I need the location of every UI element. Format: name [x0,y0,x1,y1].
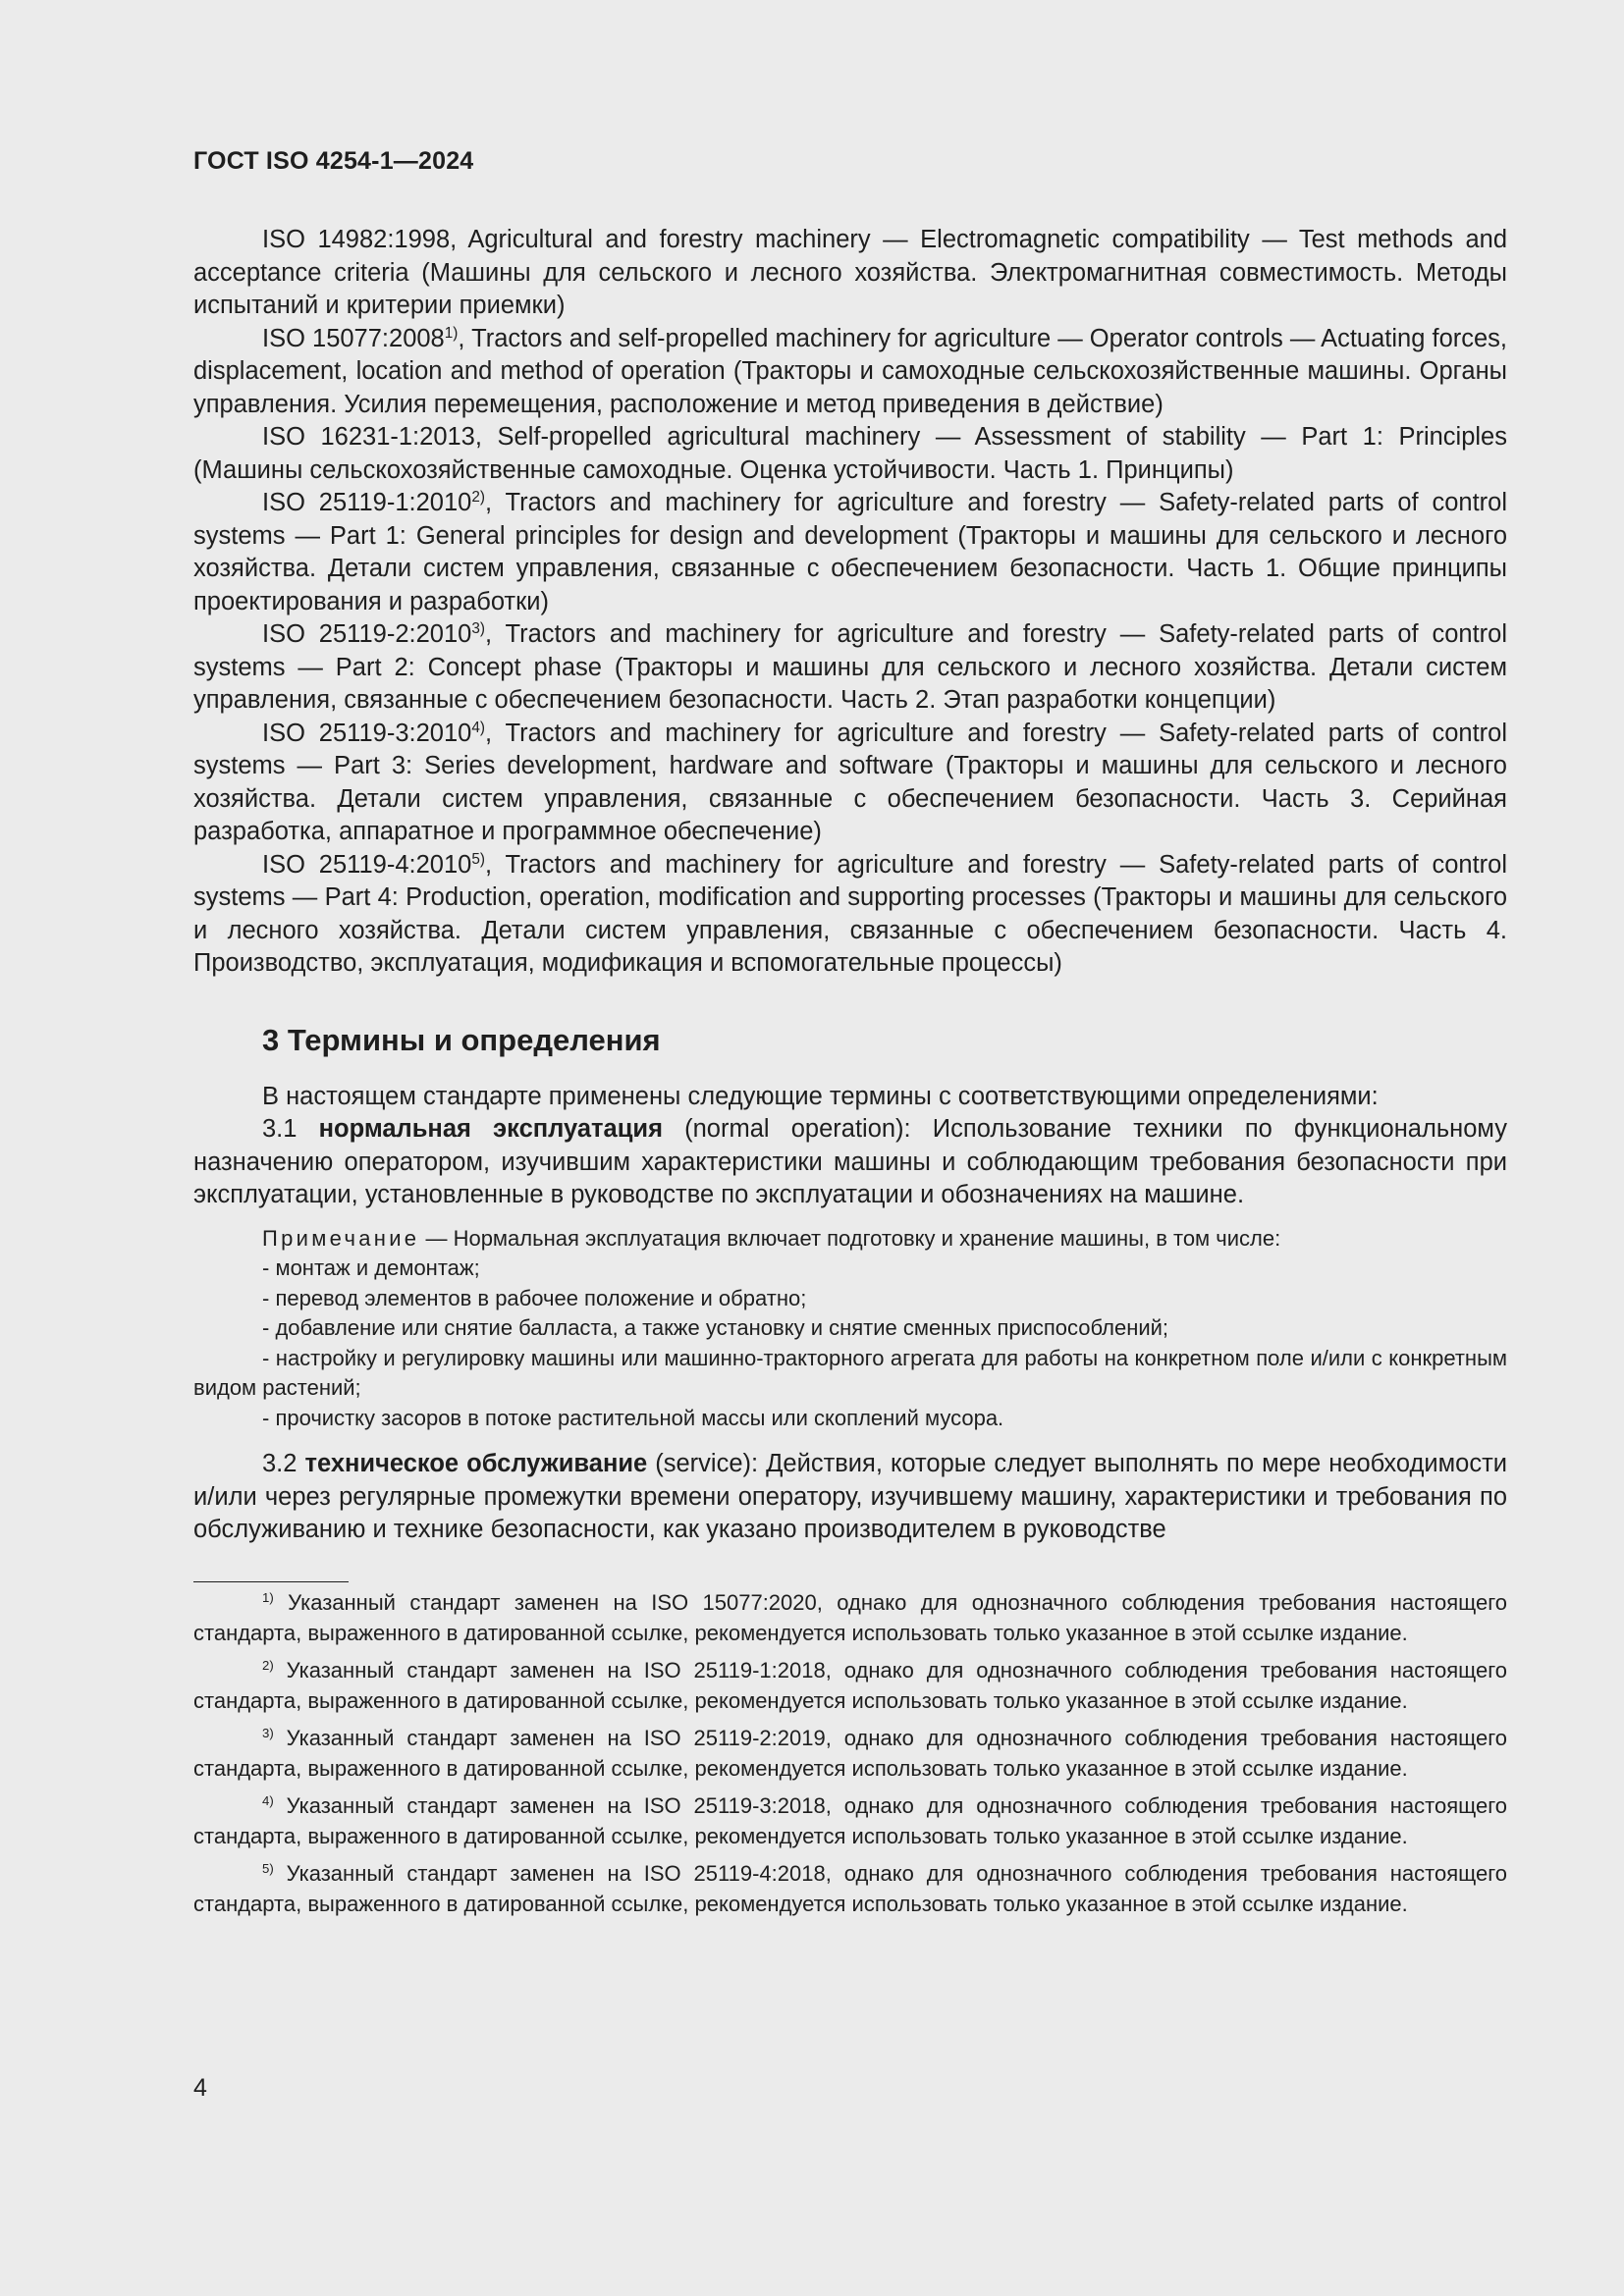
note-list-item: - прочистку засоров в потоке растительной массы или скоплений мусора. [262,1405,1004,1430]
footnote-item: $^{3)}$ Указанный стандарт заменен на ISO 25119-2:2019, однако для однозначного соблюдения требования настоящего стандарта, выраженного в датированной ссылке, рекомендуется использовать только указанное в этой ссылке издание. [193,1726,1507,1781]
term-3-2-name: техническое обслуживание [304,1450,648,1477]
footnote-item: $^{2)}$ Указанный стандарт заменен на ISO 25119-1:2018, однако для однозначного соблюдения требования настоящего стандарта, выраженного в датированной ссылке, рекомендуется использовать только указанное в этой ссылке издание. [193,1658,1507,1713]
note-list-item: - перевод элементов в рабочее положение и обратно; [262,1285,807,1310]
note-list-item: - монтаж и демонтаж; [262,1255,480,1280]
normative-references [193,224,1507,981]
term-3-2: 3.2 техническое обслуживание (service): Действия, которые следует выполнять по мере необходимости и/или через регулярные промежутки времени оператору, изучившему машину, характеристики и требования по обслуживанию и технике безопасности, как указано производителем в руководстве [193,1450,1508,1543]
page-header: ГОСТ ISO 4254-1—2024 [193,147,474,175]
note-label: Примечание [262,1225,420,1251]
reference-item: ISO 14982:1998, Agricultural and forestry machinery — Electromagnetic compatibility — Test methods and acceptance criteria (Машины для сельского и лесного хозяйства. Электромагнитная совместимость. Методы испытаний и критерии приемки) [193,226,1508,319]
footnote-item: $^{4)}$ Указанный стандарт заменен на ISO 25119-3:2018, однако для однозначного соблюдения требования настоящего стандарта, выраженного в датированной ссылке, рекомендуется использовать только указанное в этой ссылке издание. [193,1793,1507,1848]
section-title: 3 Термины и определения [262,1022,661,1057]
reference-item: ISO 25119-1:2010$^{2)}$, Tractors and machinery for agriculture and forestry — Safety-related parts of control systems — Part 1: General principles for design and development (Тракторы и машины для сельского и лесного хозяйства. Детали систем управления, связанные с обеспечением безопасности. Часть 1. Общие принципы проектирования и разработки) [193,488,1508,615]
footnote-item: $^{5)}$ Указанный стандарт заменен на ISO 25119-4:2018, однако для однозначного соблюдения требования настоящего стандарта, выраженного в датированной ссылке, рекомендуется использовать только указанное в этой ссылке издание. [193,1861,1507,1916]
reference-item: ISO 15077:2008$^{1)}$, Tractors and self-propelled machinery for agriculture — Operator controls — Actuating forces, displacement, location and method of operation (Тракторы и самоходные сельскохозяйственные машины. Органы управления. Усилия перемещения, расположение и метод приведения в действие) [193,324,1508,418]
note-list-item: - добавление или снятие балласта, а также установку и снятие сменных приспособлений; [262,1315,1169,1340]
note-intro: Примечание — Нормальная эксплуатация включает подготовку и хранение машины, в том числе: [262,1225,1281,1251]
note-list-item: - настройку и регулировку машины или машинно-тракторного агрегата для работы на конкретном поле и/или с конкретным видом растений; [193,1345,1507,1400]
footnotes [193,1588,1507,1927]
term-3-1: 3.1 нормальная эксплуатация (normal operation): Использование техники по функциональному назначению оператором, изучившим характеристики машины и соблюдающим требования безопасности при эксплуатации, установленные в руководстве по эксплуатации и обозначениях на машине. [193,1115,1507,1208]
page-number: 4 [193,2074,207,2102]
main-content [193,224,1507,1547]
section-intro: В настоящем стандарте применены следующие термины с соответствующими определениями: [262,1082,1379,1110]
reference-item: ISO 16231-1:2013, Self-propelled agricultural machinery — Assessment of stability — Part 1: Principles (Машины сельскохозяйственные самоходные. Оценка устойчивости. Часть 1. Принципы) [193,423,1507,484]
reference-item: ISO 25119-3:2010$^{4)}$, Tractors and machinery for agriculture and forestry — Safety-related parts of control systems — Part 3: Series development, hardware and software (Тракторы и машины для сельского и лесного хозяйства. Детали систем управления, связанные с обеспечением безопасности. Часть 3. Серийная разработка, аппаратное и программное обеспечение) [193,719,1508,845]
term-3-1-name: нормальная эксплуатация [318,1115,663,1143]
section-body [193,1081,1507,1212]
reference-item: ISO 25119-2:2010$^{3)}$, Tractors and machinery for agriculture and forestry — Safety-related parts of control systems — Part 2: Concept phase (Тракторы и машины для сельского и лесного хозяйства. Детали систем управления, связанные с обеспечением безопасности. Часть 2. Этап разработки концепции) [193,619,1508,714]
note-block [193,1224,1507,1434]
footnote-divider [193,1581,349,1582]
footnote-item: $^{1)}$ Указанный стандарт заменен на ISO 15077:2020, однако для однозначного соблюдения требования настоящего стандарта, выраженного в датированной ссылке, рекомендуется использовать только указанное в этой ссылке издание. [193,1590,1507,1645]
reference-item: ISO 25119-4:2010$^{5)}$, Tractors and machinery for agriculture and forestry — Safety-related parts of control systems — Part 4: Production, operation, modification and supporting processes (Тракторы и машины для сельского и лесного хозяйства. Детали систем управления, связанные с обеспечением безопасности. Часть 4. Производство, эксплуатация, модификация и вспомогательные процессы) [193,850,1508,977]
